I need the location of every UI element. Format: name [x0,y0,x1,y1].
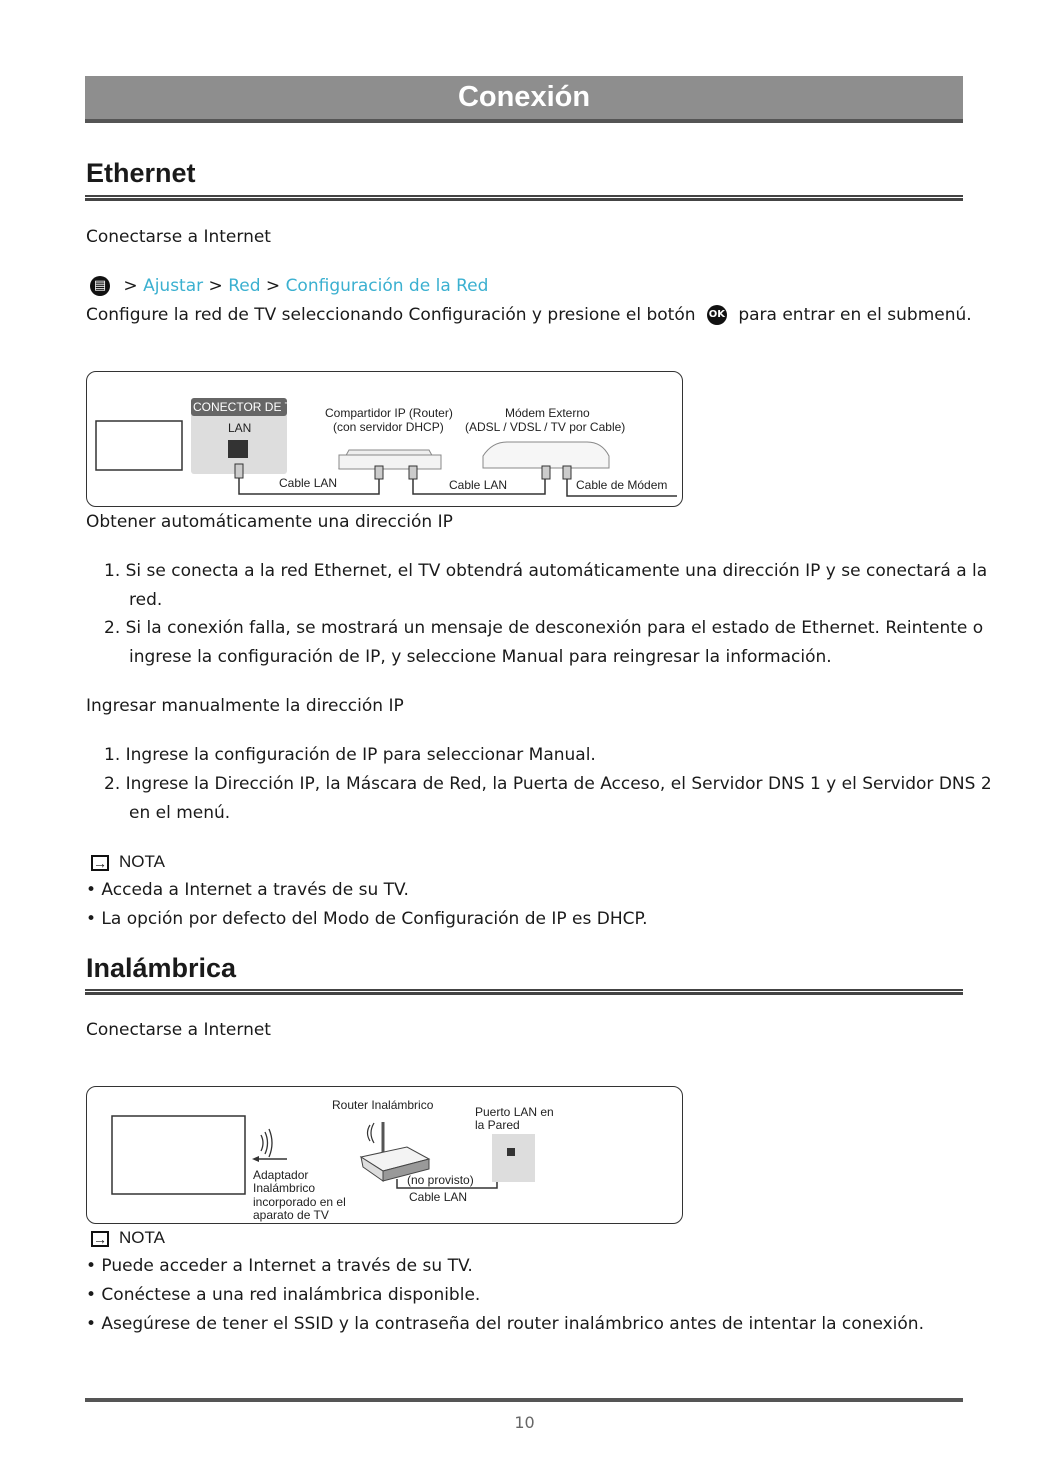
wifi-waves-icon [261,1129,272,1157]
manual-page: Conexión Ethernet Conectarse a Internet ▤ > Ajustar > Red > Configuración de la Red Configure la red de TV seleccionando Configuración y presione el botón OK para entrar en el submenú. CONECTOR DE TV LAN Compartidor IP (Router) (con servidor DHCP) Módem Externo (ADSL / VDSL / TV por Cable) Cable LAN Cable LAN Cable de Módem Obtener automáticamente una dirección IP 1. Si se conecta a la red Ethernet, el TV obtendrá automáticamente una dirección IP y se conectará a la red. 2. Si la conexión falla, se mostrará un mensaje de desconexión para el estado de Ethernet. Reintente o ingrese la configuración de IP, y seleccione Manual para reingresar la información. Ingresar manualmente la dirección IP 1. Ingrese la configuración de IP para seleccionar Manual. 2. Ingrese la Dirección IP, la Máscara de Red, la Puerta de Acceso, el Servidor DNS 1 y el Servidor DNS 2 en el menú. → NOTA • Acceda a Internet a través de su TV. • La opción por defecto del Modo de Configuración de IP es DHCP. Inalámbrica Conectarse a Internet Router Inalámbrico Puerto LAN en la Pared Adaptador Inalámbrico incorporado en el aparato de TV (no provisto) Cable LAN → NOTA • Puede acceder a Internet a través de su TV. • Conéctese a una red inalámbrica disponible. • Asegúrese de tener el SSID y la contraseña del router inalámbrico antes de intentar la conexión. 10 [0,0,1049,1474]
footer-rule [85,1398,963,1402]
tv-icon [96,421,182,470]
divider [85,195,963,201]
tv-icon [112,1116,245,1194]
breadcrumb-red[interactable]: Red [228,276,261,296]
page-number: 10 [514,1413,535,1432]
wireless-heading: Inalámbrica [86,953,237,983]
wireless-diagram: Router Inalámbrico Puerto LAN en la Pared Adaptador Inalámbrico incorporado en el aparato de TV (no provisto) Cable LAN [86,1086,683,1224]
list-item: 1. Ingrese la configuración de IP para seleccionar Manual. [104,745,596,765]
manual-ip-heading: Ingresar manualmente la dirección IP [86,696,404,716]
section-banner: Conexión [85,76,963,123]
ethernet-heading: Ethernet [86,158,196,188]
note-item: • Puede acceder a Internet a través de su TV. [86,1256,473,1276]
instruction: Configure la red de TV seleccionando Configuración y presione el botón OK para entrar en el submenú. [86,305,972,325]
divider [85,989,963,995]
menu-icon: ▤ [90,276,110,296]
note-item: • Conéctese a una red inalámbrica disponible. [86,1285,481,1305]
breadcrumb: ▤ > Ajustar > Red > Configuración de la Red [90,274,488,298]
list-item: 1. Si se conecta a la red Ethernet, el TV obtendrá automáticamente una dirección IP y se conectará a la [104,561,988,581]
note-header: → NOTA [93,1228,165,1247]
ethernet-diagram: CONECTOR DE TV LAN Compartidor IP (Router) (con servidor DHCP) Módem Externo (ADSL / VDSL / TV por Cable) Cable LAN Cable LAN Cable de Módem [86,371,683,507]
breadcrumb-ajustar[interactable]: Ajustar [143,276,204,296]
modem-icon [483,442,609,468]
note-item: • Asegúrese de tener el SSID y la contraseña del router inalámbrico antes de intentar la conexión. [86,1314,924,1334]
note-item: • Acceda a Internet a través de su TV. [86,880,409,900]
list-item: 2. Si la conexión falla, se mostrará un mensaje de desconexión para el estado de Ethernet. Reintente o [104,618,984,638]
note-header: → NOTA [93,852,165,871]
auto-ip-heading: Obtener automáticamente una dirección IP [86,512,453,532]
ok-button-icon: OK [707,305,727,325]
arrow-into-box-icon: → [93,854,107,871]
note-item: • La opción por defecto del Modo de Configuración de IP es DHCP. [86,909,648,929]
router-icon [339,455,441,469]
ethernet-subtitle: Conectarse a Internet [86,227,271,247]
arrow-into-box-icon: → [93,1230,107,1247]
wall-port-icon [492,1134,535,1182]
list-item: 2. Ingrese la Dirección IP, la Máscara de Red, la Puerta de Acceso, el Servidor DNS 1 y el Servidor DNS 2 [104,774,992,794]
wireless-subtitle: Conectarse a Internet [86,1020,271,1040]
breadcrumb-configuracion[interactable]: Configuración de la Red [285,276,489,296]
lan-port-icon [228,440,248,458]
